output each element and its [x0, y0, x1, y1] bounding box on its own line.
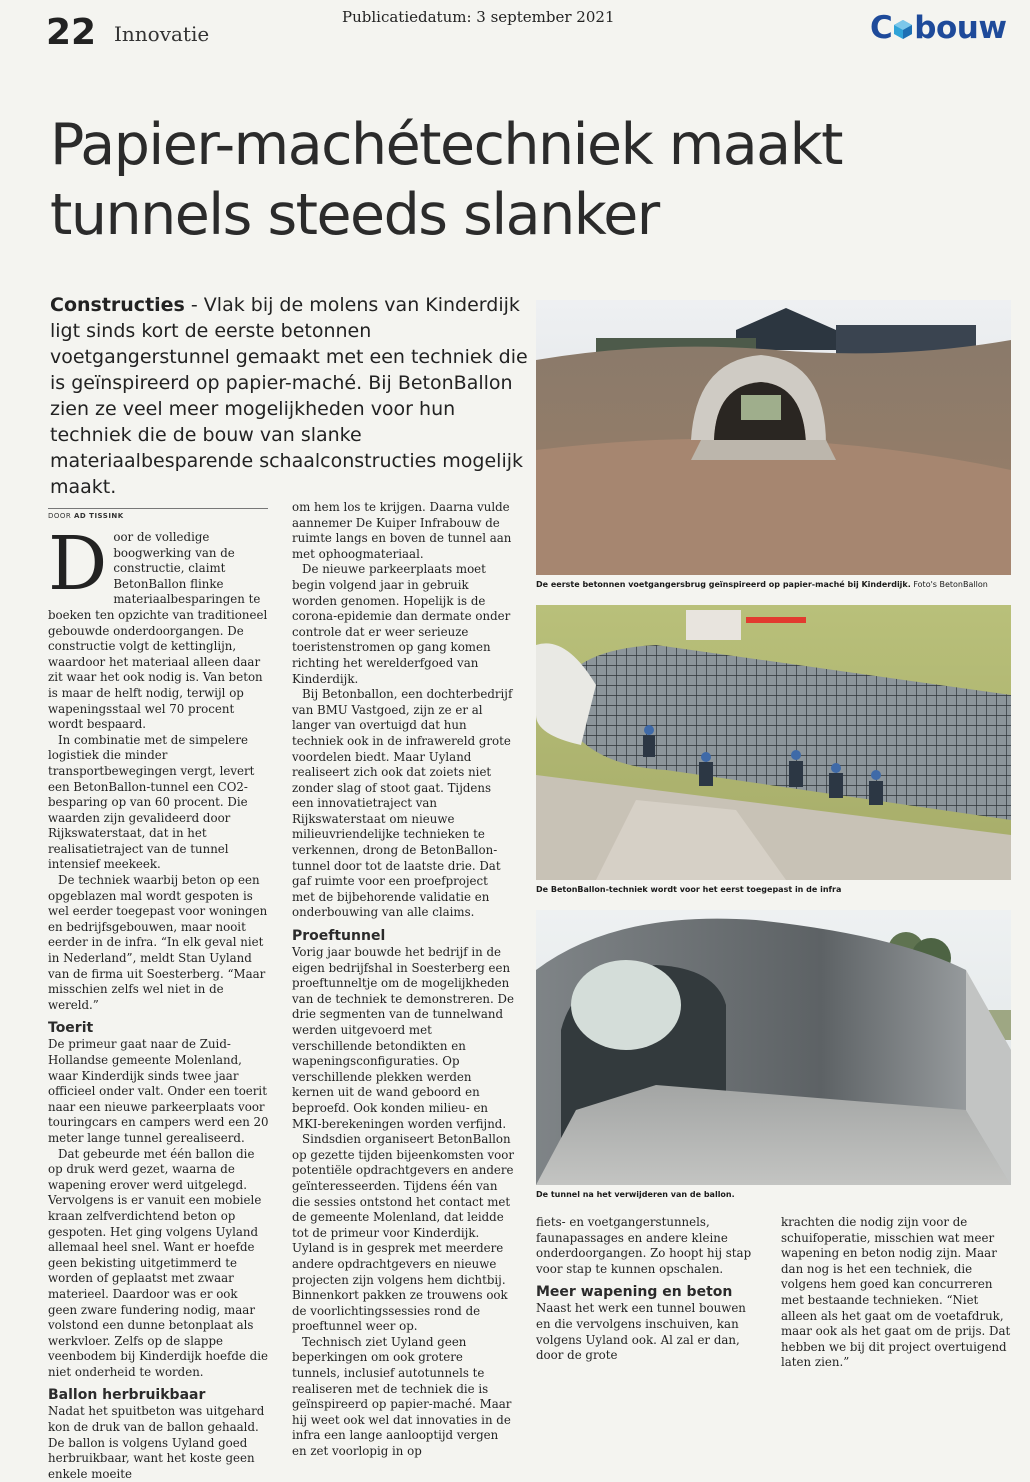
photo-tunnel-interior — [536, 910, 1011, 1185]
col2-paragraph-6: Technisch ziet Uyland geen beperkingen om ook grotere tunnels, inclusief autotunnels te realiseren met de techniek die is geïnspireerd op papier-maché. Maar hij weet ook wel dat innovaties in de infra een lange aanlooptijd vergen en zet voorlopig in op — [292, 1334, 512, 1459]
text-column-2 — [292, 500, 515, 1459]
col2-paragraph-5: Sindsdien organiseert BetonBallon op gezette tijden bijeenkomsten voor potentiële opdrachtgevers en andere geïnteresseerden. Tijdens één van die sessies ontstond het contact met de gemeente Molenland, dat leidde tot de primeur voor Kinderdijk. Uyland is in gesprek met meerdere andere opdrachtgevers en nieuwe projecten zijn volgens hem dichtbij. Binnenkort pakken ze trouwens ook de voorlichtingssessies rond de proeftunnel weer op. — [292, 1132, 515, 1334]
byline-rule — [48, 508, 268, 509]
article-intro — [50, 292, 530, 500]
text-column-4 — [781, 1215, 1011, 1385]
col1-paragraph-2: In combinatie met de simpelere logistiek die minder transportbewegingen vergt, levert een BetonBallon-tunnel een CO2-besparing op van 60 procent. Die waarden zijn gevalideerd door Rijkswaterstaat, dat in het realisatietraject van de tunnel intensief meekeek. — [48, 732, 255, 872]
subhead-toerit: Toerit — [48, 1020, 94, 1037]
logo-letter-c: C — [870, 10, 893, 46]
col3-paragraph-1: fiets- en voetgangerstunnels, faunapassages en andere kleine onderdoorgangen. Zo hoopt hij stap voor stap te kunnen opschalen. — [536, 1215, 752, 1276]
photo2-caption: De BetonBallon-techniek wordt voor het eerst toegepast in de infra — [536, 885, 842, 894]
col2-paragraph-4: Vorig jaar bouwde het bedrijf in de eigen bedrijfshal in Soesterberg een proeftunneltje om de mogelijkheden van de techniek te demonstreren. De drie segmenten van de tunnelwand werden uitgevoerd met verschillende betondikten en wapeningsconfiguraties. Op verschillende plekken werden kernen uit de wand geboord en beproefd. Ook konden milieu- en MKI-berekeningen worden verfijnd. — [292, 945, 514, 1131]
logo-word-bouw: bouw — [914, 10, 1007, 46]
photo3-caption: De tunnel na het verwijderen van de ballon. — [536, 1190, 735, 1199]
subhead-proeftunnel: Proeftunnel — [292, 928, 386, 945]
col1-paragraph-1: oor de volledige boogwerking van de constructie, claimt BetonBallon flinke materiaalbesparingen te boeken ten opzichte van traditioneel gebouwde onderdoorgangen. De constructie volgt de kettinglijn, waardoor het materiaal alleen daar zit waar het ook nodig is. Van beton is maar de helft nodig, terwijl op wapeningsstaal wel 70 procent wordt bespaard. — [48, 530, 268, 732]
byline-prefix: DOOR — [48, 512, 72, 520]
col1-paragraph-3: De techniek waarbij beton op een opgeblazen mal wordt gespoten is wel eerder toegepast voor woningen en bedrijfsgebouwen, maar nooit eerder in de infra. “In elk geval niet in Nederland”, meldt Stan Uyland van de firma uit Soesterberg. “Maar misschien zelfs wel niet in de wereld.” — [48, 873, 268, 1012]
page-number: 22 — [46, 12, 97, 53]
byline — [48, 512, 124, 520]
col2-paragraph-3: Bij Betonballon, een dochterbedrijf van BMU Vastgoed, zijn ze er al langer van overtuigd dat hun techniek ook in de infrawereld grote voordelen biedt. Maar Uyland realiseert zich ook dat zoiets niet zonder slag of stoot gaat. Tijdens een innovatietraject van Rijkswaterstaat om nieuwe milieuvriendelijke technieken te verkennen, drong de BetonBallon-tunnel door tot de laatste drie. Dat gaf ruimte voor een proefproject met de bijbehorende validatie en onderbouwing van alle claims. — [292, 687, 513, 920]
col2-paragraph-2: De nieuwe parkeerplaats moet begin volgend jaar in gebruik worden genomen. Hopelijk is de corona-epidemie dan dermate onder controle dat er weer serieuze toeristenstromen op gang komen richting het werelderfgoed van Kinderdijk. — [292, 562, 511, 686]
col1-paragraph-6: Nadat het spuitbeton was uitgehard kon de druk van de ballon gehaald. De ballon is volgens Uyland goed herbruikbaar, want het koste geen enkele moeite — [48, 1404, 265, 1481]
cobouw-logo — [870, 10, 1006, 46]
headline-line-2: tunnels steeds slanker — [50, 182, 659, 248]
photo1-credit: Foto's BetonBallon — [910, 580, 988, 589]
byline-author: AD TISSINK — [74, 512, 124, 520]
photo1-caption — [536, 580, 1016, 589]
article-headline — [50, 110, 950, 250]
text-column-3 — [536, 1215, 761, 1385]
section-label: Innovatie — [114, 22, 210, 46]
intro-lead: Constructies — [50, 294, 185, 316]
publication-date: Publicatiedatum: 3 september 2021 — [342, 8, 615, 26]
intro-text: - Vlak bij de molens van Kinderdijk ligt sinds kort de eerste betonnen voetgangerstunnel gemaakt met een techniek die is geïnspireerd op papier-maché. Bij BetonBallon zien ze veel meer mogelijkheden voor hun techniek die de bouw van slanke materiaalbesparende schaalconstructies mogelijk maakt. — [50, 294, 528, 498]
photo1-caption-text: De eerste betonnen voetgangersbrug geïnspireerd op papier-maché bij Kinderdijk. — [536, 580, 911, 589]
col1-paragraph-5: Dat gebeurde met één ballon die op druk werd gezet, waarna de wapening erover werd uitgelegd. Vervolgens is er vanuit een mobiele kraan zelfverdichtend beton op gespoten. Het ging volgens Uyland allemaal heel snel. Want er hoefde geen bekisting uitgetimmerd te worden of geplaatst met zwaar materieel. Daardoor was er ook geen zware fundering nodig, maar volstond een dunne betonplaat als werkvloer. Zelfs op de slappe veenbodem bij Kinderdijk hoefde die niet onderheid te worden. — [48, 1146, 268, 1379]
col2-paragraph-1: om hem los te krijgen. Daarna vulde aannemer De Kuiper Infrabouw de ruimte langs en boven de tunnel aan met ophoogmateriaal. — [292, 500, 512, 561]
headline-line-1: Papier-machétechniek maakt — [50, 112, 842, 178]
col3-paragraph-2: Naast het werk een tunnel bouwen en die vervolgens inschuiven, kan volgens Uyland ook. Al zal er dan, door de grote — [536, 1301, 746, 1363]
logo-cube-icon — [892, 10, 914, 46]
dropcap: D — [48, 521, 108, 607]
col1-paragraph-4: De primeur gaat naar de Zuid-Hollandse gemeente Molenland, waar Kinderdijk sinds twee jaar officieel onder valt. Onder een toerit naar een nieuwe parkeerplaats voor touringcars en campers werd een 20 meter lange tunnel gerealiseerd. — [48, 1037, 269, 1145]
subhead-ballon-herbruikbaar: Ballon herbruikbaar — [48, 1387, 206, 1404]
col4-paragraph-1: krachten die nodig zijn voor de schuifoperatie, misschien wat meer wapening en beton nodig zijn. Maar dan nog is het een techniek, die volgens hem goed kan concurreren met bestaande technieken. “Niet alleen als het gaat om de voetafdruk, maar ook als het gaat om de prijs. Dat hebben we bij dit project overtuigend laten zien.” — [781, 1215, 1011, 1370]
photo-tunnel-exterior — [536, 300, 1011, 575]
photo-construction-mesh — [536, 605, 1011, 880]
subhead-meer-wapening: Meer wapening en beton — [536, 1284, 733, 1301]
text-column-1 — [48, 521, 270, 1481]
